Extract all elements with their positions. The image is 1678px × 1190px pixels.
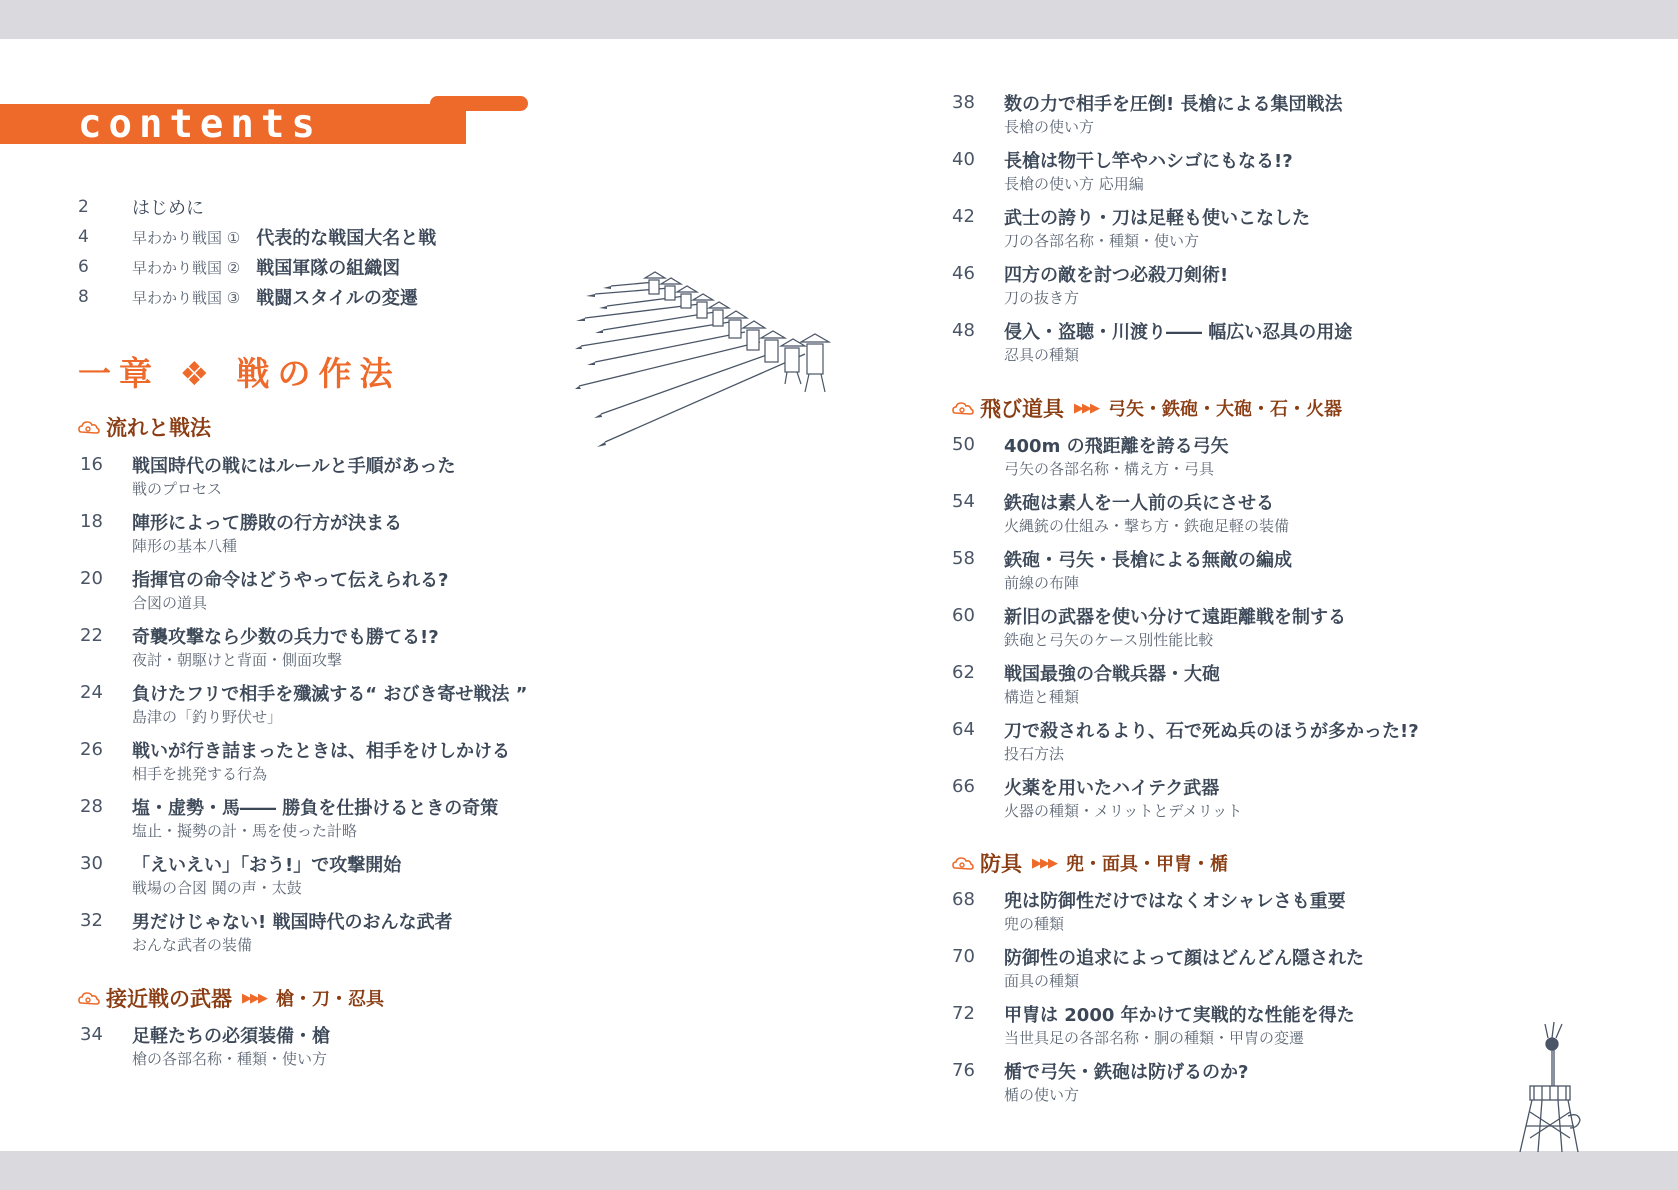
entry-subtitle: おんな武者の装備	[132, 936, 253, 954]
page-number: 40	[952, 149, 975, 170]
entry-title: 侵入・盗聴・川渡り―― 幅広い忍具の用途	[1004, 322, 1353, 343]
entry-subtitle: 島津の「釣り野伏せ」	[132, 708, 283, 726]
page-number: 32	[80, 910, 103, 931]
page-number: 24	[80, 682, 103, 703]
entry-subtitle: 槍の各部名称・種類・使い方	[132, 1050, 328, 1068]
page-number: 2	[78, 197, 89, 217]
entry-subtitle: 前線の布陣	[1004, 574, 1080, 592]
entry-title: 400m の飛距離を誇る弓矢	[1004, 436, 1229, 457]
section-title: 接近戦の武器	[106, 987, 232, 1011]
page-number: 72	[952, 1003, 975, 1024]
section-header-melee	[78, 983, 384, 1013]
castle-cloud-icon	[78, 418, 100, 436]
entry-prefix: 早わかり戦国 ②	[132, 258, 241, 277]
page-number: 34	[80, 1024, 103, 1045]
entry-title: 楯で弓矢・鉄砲は防げるのか?	[1004, 1062, 1249, 1083]
entry-subtitle: 長槍の使い方 応用編	[1004, 175, 1144, 193]
page-number: 70	[952, 946, 975, 967]
entry-title: 四方の敵を討つ必殺刀剣術!	[1004, 265, 1229, 286]
section-title: 流れと戦法	[106, 416, 211, 440]
page-number: 4	[78, 227, 89, 247]
entry-prefix: 早わかり戦国 ①	[132, 228, 241, 247]
entry-title: 鉄砲・弓矢・長槍による無敵の編成	[1004, 550, 1292, 571]
entry-title: 数の力で相手を圧倒! 長槍による集団戦法	[1004, 94, 1343, 115]
entry-title: 足軽たちの必須装備・槍	[132, 1026, 330, 1047]
entry-title: 負けたフリで相手を殲滅する“ おびき寄せ戦法 ”	[132, 684, 528, 705]
section-subtitle: 弓矢・鉄砲・大砲・石・火器	[1108, 399, 1342, 420]
entry-subtitle: 刀の抜き方	[1004, 289, 1080, 307]
entry-subtitle: 刀の各部名称・種類・使い方	[1004, 232, 1200, 250]
entry-title: 戦国最強の合戦兵器・大砲	[1004, 664, 1220, 685]
entry-title: 指揮官の命令はどうやって伝えられる?	[132, 570, 449, 591]
entry-title: 鉄砲は素人を一人前の兵にさせる	[1004, 493, 1274, 514]
chapter-title: 一章 ❖ 戦の作法	[78, 354, 401, 393]
section-subtitle: 兜・面具・甲冑・楯	[1066, 854, 1228, 875]
entry-title: 戦闘スタイルの変遷	[256, 288, 418, 309]
entry-subtitle: 弓矢の各部名称・構え方・弓具	[1004, 460, 1215, 478]
entry-subtitle: 戦場の合図 鬨の声・太鼓	[132, 879, 302, 897]
section-title: 飛び道具	[980, 397, 1064, 421]
entry-title: 戦国時代の戦にはルールと手順があった	[132, 456, 456, 477]
entry-title: 甲冑は 2000 年かけて実戦的な性能を得た	[1004, 1005, 1355, 1026]
toc-entry[interactable]	[78, 222, 436, 252]
page-number: 26	[80, 739, 103, 760]
page-number: 38	[952, 92, 975, 113]
page-number: 28	[80, 796, 103, 817]
spearmen-formation-illustration	[575, 262, 845, 452]
section-subtitle: 槍・刀・忍具	[276, 989, 384, 1010]
entry-subtitle: 構造と種類	[1004, 688, 1080, 706]
entry-subtitle: 投石方法	[1004, 745, 1065, 763]
entry-title: 新旧の武器を使い分けて遠距離戦を制する	[1004, 607, 1346, 628]
toc-entry[interactable]	[78, 252, 436, 282]
contents-title: contents	[78, 102, 322, 147]
entry-title: 男だけじゃない! 戦国時代のおんな武者	[132, 912, 453, 933]
entry-subtitle: 当世具足の各部名称・胴の種類・甲冑の変遷	[1004, 1029, 1305, 1047]
castle-cloud-icon	[78, 989, 100, 1007]
entry-prefix: 早わかり戦国 ③	[132, 288, 241, 307]
page-number: 68	[952, 889, 975, 910]
page-number: 30	[80, 853, 103, 874]
entry-title: 戦国軍隊の組織図	[256, 258, 401, 279]
intro-list	[78, 192, 436, 312]
page-number: 20	[80, 568, 103, 589]
page-number: 62	[952, 662, 975, 683]
page-number: 6	[78, 257, 89, 277]
page-number: 42	[952, 206, 975, 227]
entry-title: 「えいえい」「おう!」で攻撃開始	[132, 855, 402, 876]
page-number: 64	[952, 719, 975, 740]
entry-title: 武士の誇り・刀は足軽も使いこなした	[1004, 208, 1310, 229]
entry-subtitle: 陣形の基本八種	[132, 537, 238, 555]
watchtower-illustration	[1512, 1016, 1592, 1152]
page-number: 22	[80, 625, 103, 646]
entry-subtitle: 火縄銃の仕組み・撃ち方・鉄砲足軽の装備	[1004, 517, 1290, 535]
section-header-armor	[952, 848, 1228, 878]
entry-title: 陣形によって勝敗の行方が決まる	[132, 513, 402, 534]
entry-subtitle: 夜討・朝駆けと背面・側面攻撃	[132, 651, 343, 669]
entry-title: 防御性の追求によって顔はどんどん隠された	[1004, 948, 1364, 969]
page-number: 8	[78, 287, 89, 307]
entry-subtitle: 面具の種類	[1004, 972, 1080, 990]
page-number: 54	[952, 491, 975, 512]
section-header-flow	[78, 412, 211, 442]
entry-subtitle: 合図の道具	[132, 594, 208, 612]
entry-title: 長槍は物干し竿やハシゴにもなる!?	[1004, 151, 1293, 172]
page-number: 76	[952, 1060, 975, 1081]
entry-subtitle: 相手を挑発する行為	[132, 765, 268, 783]
entry-title: 奇襲攻撃なら少数の兵力でも勝てる!?	[132, 627, 439, 648]
entry-title: 火薬を用いたハイテク武器	[1004, 778, 1220, 799]
castle-cloud-icon	[952, 854, 974, 872]
castle-cloud-icon	[952, 399, 974, 417]
banner-streak	[430, 96, 528, 111]
page-number: 18	[80, 511, 103, 532]
page-number: 58	[952, 548, 975, 569]
page-number: 50	[952, 434, 975, 455]
entry-subtitle: 鉄砲と弓矢のケース別性能比較	[1004, 631, 1214, 649]
entry-subtitle: 長槍の使い方	[1004, 118, 1095, 136]
triple-arrow-icon: ▶▶▶	[242, 990, 266, 1006]
contents-banner	[0, 96, 530, 152]
entry-title: 兜は防御性だけではなくオシャレさも重要	[1004, 891, 1346, 912]
triple-arrow-icon: ▶▶▶	[1032, 855, 1056, 871]
entry-title: 塩・虚勢・馬―― 勝負を仕掛けるときの奇策	[132, 798, 499, 819]
entry-subtitle: 兜の種類	[1004, 915, 1065, 933]
bottom-band	[0, 1151, 1678, 1190]
entry-title: 刀で殺されるより、石で死ぬ兵のほうが多かった!?	[1004, 721, 1419, 742]
entry-subtitle: 塩止・擬勢の計・馬を使った計略	[132, 822, 358, 840]
section-header-ranged	[952, 393, 1342, 423]
triple-arrow-icon: ▶▶▶	[1074, 400, 1098, 416]
entry-title: 戦いが行き詰まったときは、相手をけしかける	[132, 741, 510, 762]
page-number: 16	[80, 454, 103, 475]
page-number: 60	[952, 605, 975, 626]
top-band	[0, 0, 1678, 39]
entry-subtitle: 忍具の種類	[1004, 346, 1080, 364]
entry-subtitle: 戦のプロセス	[132, 480, 223, 498]
entry-subtitle: 火器の種類・メリットとデメリット	[1004, 802, 1243, 820]
entry-title: 代表的な戦国大名と戦	[256, 228, 437, 249]
toc-entry[interactable]	[78, 282, 436, 312]
banner-streak	[396, 132, 466, 144]
entry-title: はじめに	[132, 198, 204, 219]
toc-entry[interactable]	[78, 192, 436, 222]
entry-subtitle: 楯の使い方	[1004, 1086, 1080, 1104]
page-number: 48	[952, 320, 975, 341]
section-title: 防具	[980, 852, 1022, 876]
page-number: 46	[952, 263, 975, 284]
page-number: 66	[952, 776, 975, 797]
